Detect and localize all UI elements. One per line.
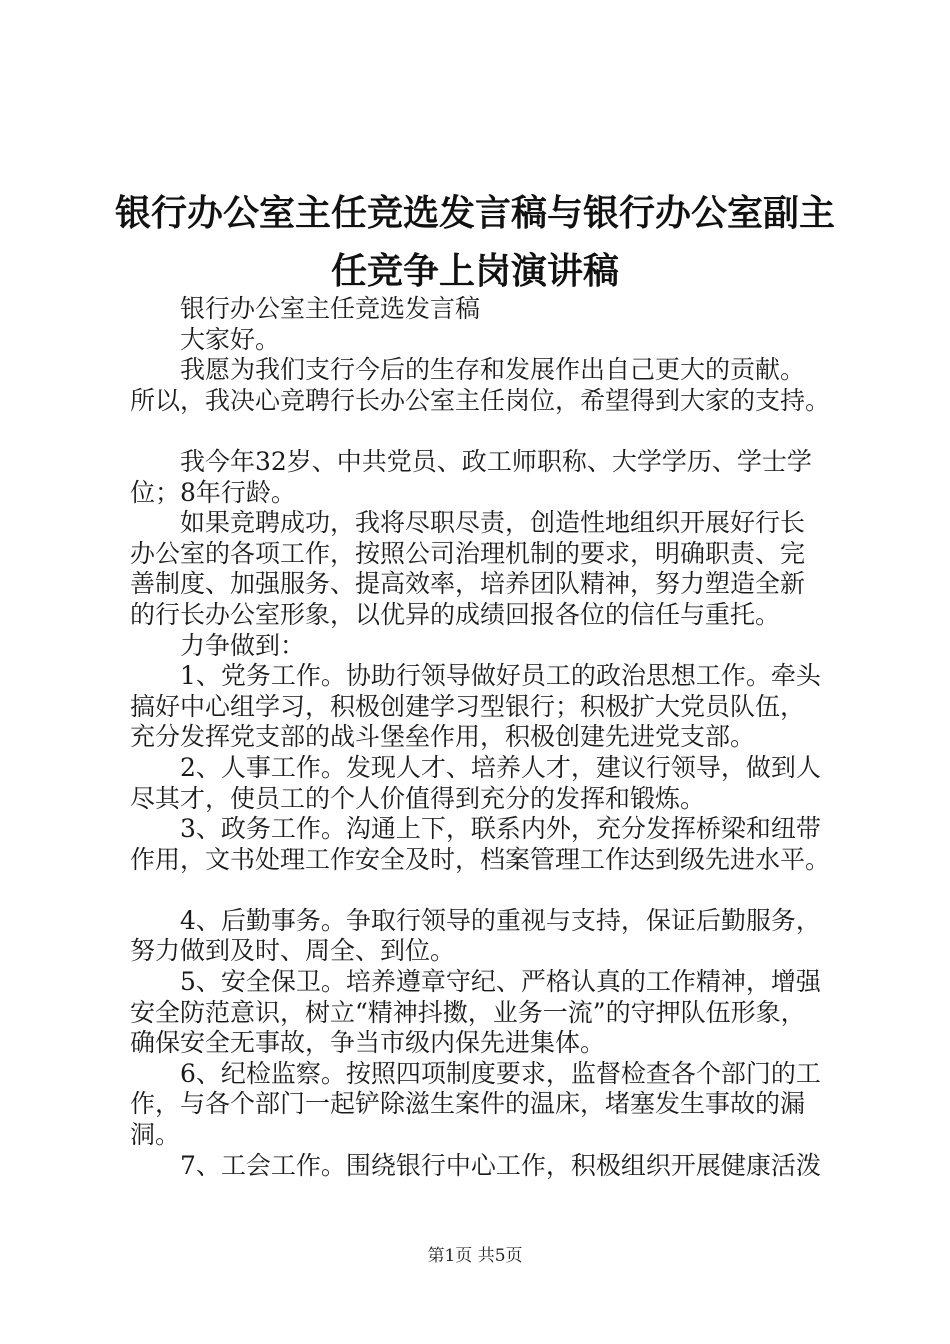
paragraph [130,1151,850,1182]
text-line: 我今年32岁、中共党员、政工师职称、大学学历、学士学 [180,446,812,476]
text-line: 确保安全无事故，争当市级内保先进集体。 [130,1028,606,1058]
text-line: 的行长办公室形象，以优异的成绩回报各位的信任与重托。 [130,599,781,629]
text-line: 2、人事工作。发现人才、培养人才，建议行领导，做到人 [180,752,821,782]
text-line: 7、工会工作。围绕银行中心工作，积极组织开展健康活泼 [180,1150,821,1180]
text-line: 作用，文书处理工作安全及时，档案管理工作达到级先进水平。 [130,844,831,874]
paragraph-gap [130,875,850,906]
text-line: 作，与各个部门一起铲除滋生案件的温床，堵塞发生事故的漏 [130,1089,806,1119]
paragraph [130,967,850,1059]
text-line: 搞好中心组学习，积极创建学习型银行；积极扩大党员队伍， [130,691,806,721]
title-line: 任竞争上岗演讲稿 [330,250,619,292]
text-line: 3、政务工作。沟通上下，联系内外，充分发挥桥梁和纽带 [180,814,821,844]
text-line: 力争做到： [180,630,306,660]
text-line: 我愿为我们支行今后的生存和发展作出自己更大的贡献。 [180,355,806,385]
text-line: 安全防范意识，树立“精神抖擞，业务一流”的守押队伍形象， [130,997,806,1027]
document-title [100,184,850,300]
text-line: 尽其才，使员工的个人价值得到充分的发挥和锻炼。 [130,783,706,813]
text-line: 银行办公室主任竞选发言稿 [180,294,481,323]
text-line: 洞。 [130,1120,181,1150]
text-line: 善制度、加强服务、提高效率，培养团队精神，努力塑造全新 [130,569,806,599]
paragraph [130,631,850,662]
paragraph [130,508,850,630]
text-line: 4、后勤事务。争取行领导的重视与支持，保证后勤服务， [180,905,821,935]
text-line: 5、安全保卫。培养遵章守纪、严格认真的工作精神，增强 [180,967,821,997]
paragraph [130,1059,850,1151]
text-line: 1、党务工作。协助行领导做好员工的政治思想工作。牵头 [180,661,821,691]
paragraph [130,814,850,875]
text-line: 6、纪检监察。按照四项制度要求，监督检查各个部门的工 [180,1058,821,1088]
paragraph [130,661,850,753]
paragraph [130,294,850,325]
text-line: 充分发挥党支部的战斗堡垒作用，积极创建先进党支部。 [130,722,756,752]
text-line: 位；8年行龄。 [130,477,296,507]
text-line: 如果竞聘成功，我将尽职尽责，创造性地组织开展好行长 [180,508,806,538]
text-line: 所以，我决心竞聘行长办公室主任岗位，希望得到大家的支持。 [130,385,831,415]
text-line: 努力做到及时、周全、到位。 [130,936,456,966]
page-footer: 第1页 共5页 [427,1246,523,1266]
paragraph [130,325,850,356]
paragraph-gap [130,416,850,447]
title-line: 银行办公室主任竞选发言稿与银行办公室副主 [114,192,835,234]
paragraph [130,447,850,508]
paragraph [130,355,850,416]
paragraph [130,753,850,814]
paragraph [130,906,850,967]
document-body [130,294,850,1181]
text-line: 办公室的各项工作，按照公司治理机制的要求，明确职责、完 [130,538,806,568]
text-line: 大家好。 [180,324,281,354]
